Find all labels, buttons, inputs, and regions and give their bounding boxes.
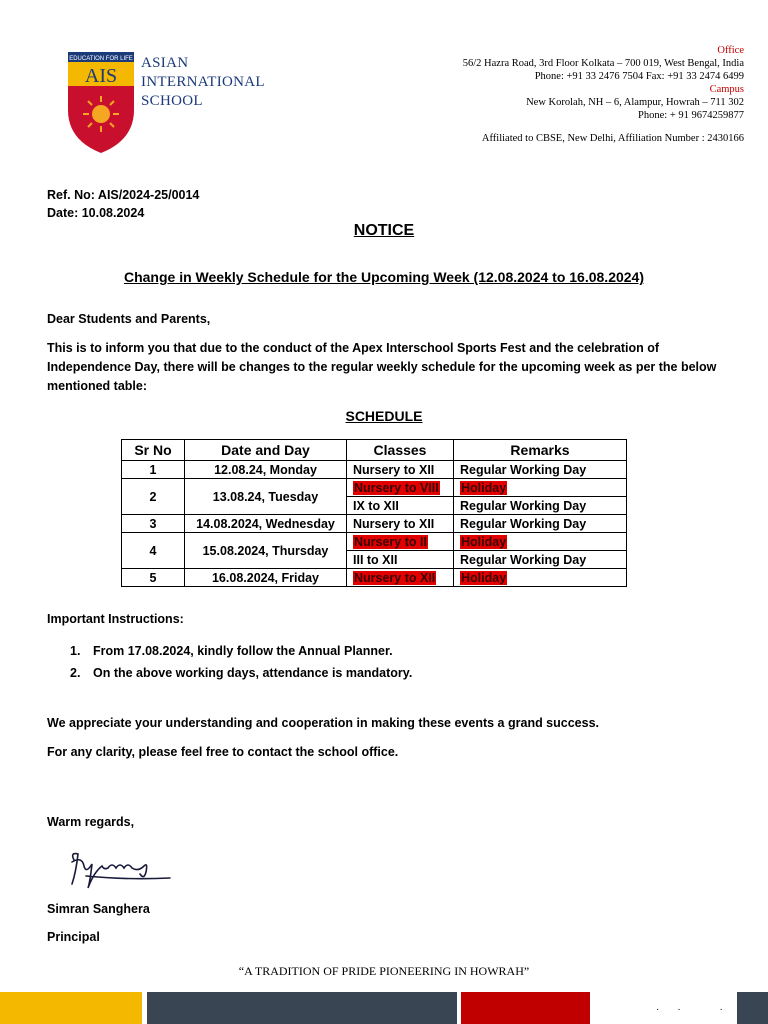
sr-no-cell: 3 [122,515,185,533]
footer-bar-dark-right [737,992,768,1024]
address-block [463,44,744,145]
logo-tagline: EDUCATION FOR LIFE [69,56,133,62]
sr-no-cell: 5 [122,569,185,587]
footer-bar-dark [147,992,457,1024]
classes-cell [347,515,454,533]
reference-block [47,186,199,222]
classes-text: III to XII [353,552,398,567]
office-phone: Phone: +91 33 2476 7504 Fax: +91 33 2474 6499 [534,71,744,82]
list-item [70,662,412,684]
footer-tagline: “A TRADITION OF PRIDE PIONEERING IN HOWRAH” [238,964,530,978]
classes-text: Nursery to XII [353,462,435,477]
classes-text: Nursery to VIII [354,480,439,495]
date-cell: 14.08.2024, Wednesday [185,515,347,533]
table-header-row [122,440,627,461]
classes-cell [347,461,454,479]
table-row [122,569,627,587]
classes-text: Nursery to XII [354,570,436,585]
remarks-cell [454,551,627,569]
footer-bar-yellow [0,992,142,1024]
notice-subtitle: Change in Weekly Schedule for the Upcoming Week (12.08.2024 to 16.08.2024) [123,269,644,285]
remarks-cell [454,569,627,587]
school-name-line: SCHOOL [141,93,203,109]
remarks-text: Regular Working Day [460,462,587,477]
signatory-designation: Principal [47,930,100,944]
table-row [122,515,627,533]
school-name-line: ASIAN [141,55,189,71]
school-name-line: INTERNATIONAL [141,74,265,90]
list-item [70,640,412,662]
table-row [122,461,627,479]
logo-mark: AIS [84,65,118,87]
classes-cell [347,479,454,497]
remarks-text: Regular Working Day [460,498,587,513]
remarks-text: Regular Working Day [460,552,587,567]
campus-address: New Korolah, NH – 6, Alampur, Howrah – 711 302 [526,97,744,108]
item-number: 1. [70,644,81,658]
school-name [141,54,265,111]
col-header: Remarks [454,440,627,461]
col-header: Date and Day [185,440,347,461]
sr-no-cell: 2 [122,479,185,515]
regards: Warm regards, [47,815,135,829]
remarks-cell [454,479,627,497]
classes-cell [347,551,454,569]
office-label: Office [717,45,744,56]
item-text: On the above working days, attendance is mandatory. [93,666,413,680]
instructions-heading: Important Instructions: [47,612,184,626]
date-cell: 13.08.24, Tuesday [185,479,347,515]
campus-label: Campus [709,84,744,95]
remarks-cell [454,461,627,479]
date-cell: 15.08.2024, Thursday [185,533,347,569]
classes-text: IX to XII [353,498,399,513]
signature-image [66,842,176,892]
remarks-text: Regular Working Day [460,516,587,531]
sr-no-cell: 4 [122,533,185,569]
remarks-cell [454,497,627,515]
footer-dots: ·· · [656,1004,741,1015]
classes-text: Nursery to II [354,534,427,549]
footer-bar-red [461,992,590,1024]
col-header: Sr No [122,440,185,461]
table-body [122,461,627,587]
schedule-table [121,439,627,587]
intro-paragraph: This is to inform you that due to the conduct of the Apex Interschool Sports Fest and the celebration of Independence Day, there will be changes to the regular weekly schedule for the upcoming week as per the below mentioned table: [47,341,717,393]
remarks-cell [454,515,627,533]
notice-date: Date: 10.08.2024 [47,206,145,220]
instructions-list [70,640,412,684]
classes-cell [347,569,454,587]
contact-text: For any clarity, please feel free to contact the school office. [47,745,399,759]
school-logo [66,50,286,155]
signatory-name: Simran Sanghera [47,902,150,916]
remarks-text: Holiday [461,534,507,549]
remarks-text: Holiday [461,570,507,585]
sr-no-cell: 1 [122,461,185,479]
item-text: From 17.08.2024, kindly follow the Annual Planner. [93,644,393,658]
date-cell: 16.08.2024, Friday [185,569,347,587]
classes-text: Nursery to XII [353,516,435,531]
table-row [122,533,627,551]
remarks-text: Holiday [461,480,507,495]
ref-number: Ref. No: AIS/2024-25/0014 [47,188,200,202]
greeting: Dear Students and Parents, [47,312,211,326]
notice-title: NOTICE [353,222,415,239]
date-cell: 12.08.24, Monday [185,461,347,479]
classes-cell [347,533,454,551]
campus-phone: Phone: + 91 9674259877 [638,110,744,121]
table-row [122,479,627,497]
appreciation-text: We appreciate your understanding and cooperation in making these events a grand success. [47,716,600,730]
item-number: 2. [70,666,81,680]
classes-cell [347,497,454,515]
shield-logo-icon [66,50,136,155]
affiliation: Affiliated to CBSE, New Delhi, Affiliation Number : 2430166 [481,133,744,144]
office-address: 56/2 Hazra Road, 3rd Floor Kolkata – 700 019, West Bengal, India [462,58,744,69]
remarks-cell [454,533,627,551]
schedule-heading: SCHEDULE [345,408,423,424]
col-header: Classes [347,440,454,461]
